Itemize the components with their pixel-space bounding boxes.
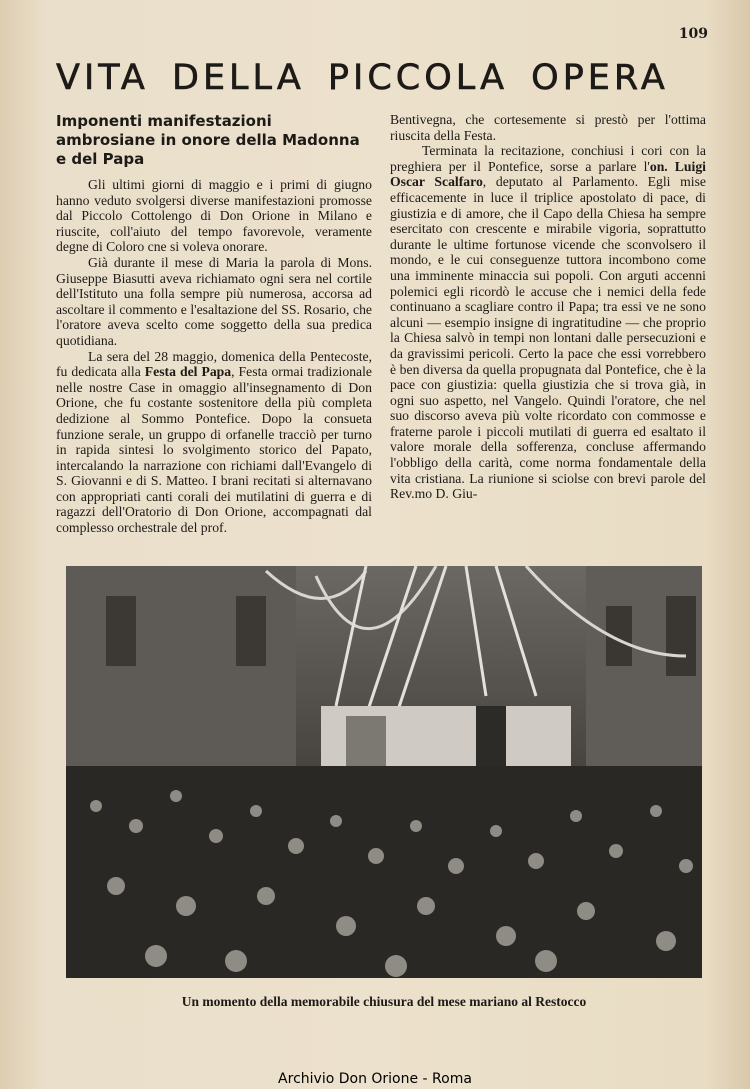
paragraph-3 <box>56 349 372 536</box>
paragraph-3-start: La sera del 28 maggio, domenica della Pentecoste, fu dedicata alla <box>56 348 372 380</box>
archive-watermark: Archivio Don Orione - Roma <box>278 1071 472 1087</box>
photo-caption: Un momento della memorabile chiusura del mese mariano al Restocco <box>181 994 587 1009</box>
page-title: VITA DELLA PICCOLA OPERA <box>56 58 669 98</box>
crowd-photo-illustration <box>66 566 702 978</box>
paragraph-5 <box>390 143 706 502</box>
article-column-right <box>390 112 706 502</box>
paragraph-3-end: , Festa ormai tradizionale nelle nostre Case in omaggio all'insegnamento di Don Orione, che fu costante sostenitore della più completa dedizione al Sommo Pontefice. Dopo la consueta funzione serale, un gruppo di orfanelle tracciò per turno in rapida sintesi lo svolgimento storico del Papato, intercalando la narrazione con richiami dall'Evangelo di S. Giovanni e di S. Matteo. I brani recitati si alternavano con appropriati canti corali dei mutilatini di guerra e di ragazzi dell'Oratorio di Don Orione, accompagnati dal complesso orchestrale del prof. <box>56 364 372 536</box>
event-photo <box>66 566 702 978</box>
article-heading: Imponenti manifestazioni ambrosiane in onore della Madonna e del Papa <box>56 112 360 168</box>
article-column-left <box>56 112 372 536</box>
speaker-name: on. Luigi Oscar Scalfaro <box>390 158 706 190</box>
festa-del-papa: Festa del Papa <box>144 364 232 380</box>
paragraph-1: Gli ultimi giorni di maggio e i primi di giugno hanno veduto svolgersi diverse manifestazioni promosse dal Piccolo Cottolengo di Don Orione in Milano e riuscite, coll'aiuto del tempo favorevole, veramente degne di Coloro cne si voleva onorare. <box>56 177 372 255</box>
paragraph-4: Bentivegna, che cortesemente si prestò per l'ottima riuscita della Festa. <box>390 112 706 143</box>
page-number: 109 <box>678 26 708 42</box>
paragraph-5-end: , deputato al Parlamento. Egli mise efficacemente in luce il triplice apostolato di pace, di giustizia e di amore, che il Capo della Chiesa ha sempre esercitato con crescente e mirabile vigoria, soprattutto durante le ultime fortunose vicende che sconvolsero il mondo, e le cui conseguenze tuttora incombono come una imminente minaccia sui popoli. Con arguti accenni polemici egli ricordò le accuse che i nemici della fede continuano a scagliare contro il Papa; tra essi ve ne sono alcuni — esempio insigne di ingratitudine — che proprio la Chiesa salvò in tempi non lontani dalle persecuzioni e da gravissimi pericoli. Certo la pace che essi vorrebbero è ben diversa da quella propugnata dal Pontefice, che è la pace con giustizia: quella giustizia che si trova già, in ogni suo aspetto, nel Vangelo. Quindi l'oratore, che nel suo discorso aveva più volte ricordato con commosse e fraterne parole i piccoli mutilati di guerra ed esaltato il valore morale della sofferenza, concluse affermando l'obbligo della carità, come norma fondamentale della vita cristiana. La riunione si sciolse con brevi parole del Rev.mo D. Giu- <box>390 174 706 502</box>
paragraph-5-start: Terminata la recitazione, conchiusi i cori con la preghiera per il Pontefice, sorse a parlare l' <box>390 143 706 174</box>
paragraph-2: Già durante il mese di Maria la parola di Mons. Giuseppe Biasutti aveva richiamato ogni sera nel cortile dell'Istituto una folla sempre più numerosa, accorsa ad ascoltare il commento e l'esaltazione del SS. Rosario, che l'oratore aveva scelto come soggetto della sua predica quotidiana. <box>56 254 372 348</box>
